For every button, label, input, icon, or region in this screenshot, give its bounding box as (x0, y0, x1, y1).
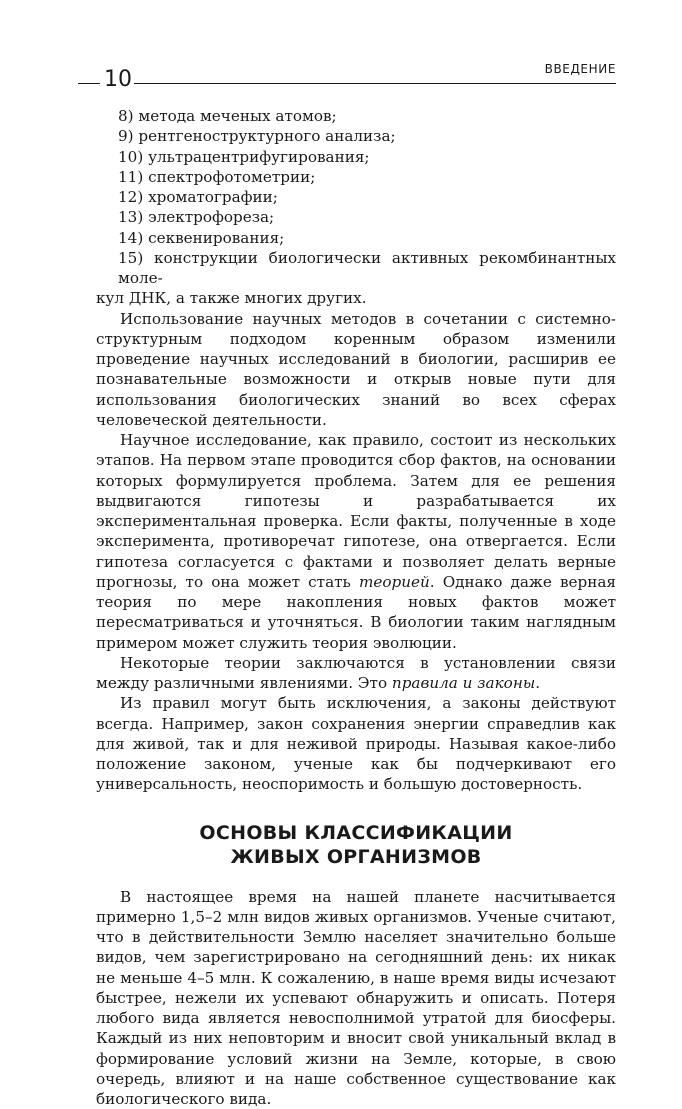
text-run: Некоторые теории заключаются в установлении связи между различными явлениями. Это (96, 654, 616, 692)
list-item: 13) электрофореза; (96, 207, 616, 227)
paragraph-research (96, 430, 616, 653)
text-run: Научное исследование, как правило, состоит из нескольких этапов. На первом этапе проводится сбор фактов, на основании которых формулируется проблема. Затем для ее решения выдвигаются гипотезы и разрабатывается их экспериментальная проверка. Если факты, полученные в ходе эксперимента, противоречат гипотезе, она отвергается. Если гипотеза согласуется с фактами и позволяет делать верные прогнозы, то она может стать (96, 431, 616, 591)
list-item: 11) спектрофотометрии; (96, 167, 616, 187)
chapter-heading (96, 821, 616, 869)
running-header (78, 62, 616, 90)
header-rule-left (78, 83, 100, 84)
list-item: 12) хроматографии; (96, 187, 616, 207)
emphasis-rules-laws: правила и законы (392, 674, 535, 692)
heading-line: ОСНОВЫ КЛАССИФИКАЦИИ (96, 821, 616, 845)
paragraph-laws: Из правил могут быть исключения, а законы действуют всегда. Например, закон сохранения энергии справедлив как для живой, так и для неживой природы. Называя какое-либо положение законом, ученые как бы подчеркивают его универсальность, неоспоримость и большую достоверность. (96, 693, 616, 794)
text-run: . (535, 674, 540, 692)
paragraph-theories (96, 653, 616, 694)
text-run: . Однако даже верная теория по мере накопления новых фактов может пересматриваться и уточняться. В биологии таким наглядным примером может служить теория эволюции. (96, 573, 616, 652)
page-body (96, 106, 616, 1109)
list-item-continuation: кул ДНК, а также многих других. (96, 288, 616, 308)
paragraph-species: В настоящее время на нашей планете насчитывается примерно 1,5–2 млн видов живых организмов. Ученые считают, что в действительности Землю населяет значительно больше видов, чем зарегистрировано на сегодняшний день: их никак не меньше 4–5 млн. К сожалению, в наше время виды исчезают быстрее, нежели их успевают обнаружить и описать. Потеря любого вида является невосполнимой утратой для биосферы. Каждый из них неповторим и вносит свой уникальный вклад в формирование условий жизни на Земле, которые, в свою очередь, влияют и на наше собственное существование как биологического вида. (96, 887, 616, 1109)
header-rule-right (134, 83, 616, 84)
emphasis-theory: теорией (359, 573, 430, 591)
methods-list (96, 106, 616, 309)
list-item: 10) ультрацентрифугирования; (96, 147, 616, 167)
list-item: 15) конструкции биологически активных рекомбинантных моле- (96, 248, 616, 289)
heading-line: ЖИВЫХ ОРГАНИЗМОВ (96, 845, 616, 869)
list-item: 8) метода меченых атомов; (96, 106, 616, 126)
list-item: 9) рентгеноструктурного анализа; (96, 126, 616, 146)
page-number: 10 (104, 68, 132, 92)
list-item: 14) секвенирования; (96, 228, 616, 248)
section-title: ВВЕДЕНИЕ (545, 62, 616, 76)
paragraph-methods: Использование научных методов в сочетании с системно-структурным подходом коренным образом изменили проведение научных исследований в биологии, расширив ее познавательные возможности и открыв новые пути для использования биологических знаний во всех сферах человеческой деятельности. (96, 309, 616, 431)
